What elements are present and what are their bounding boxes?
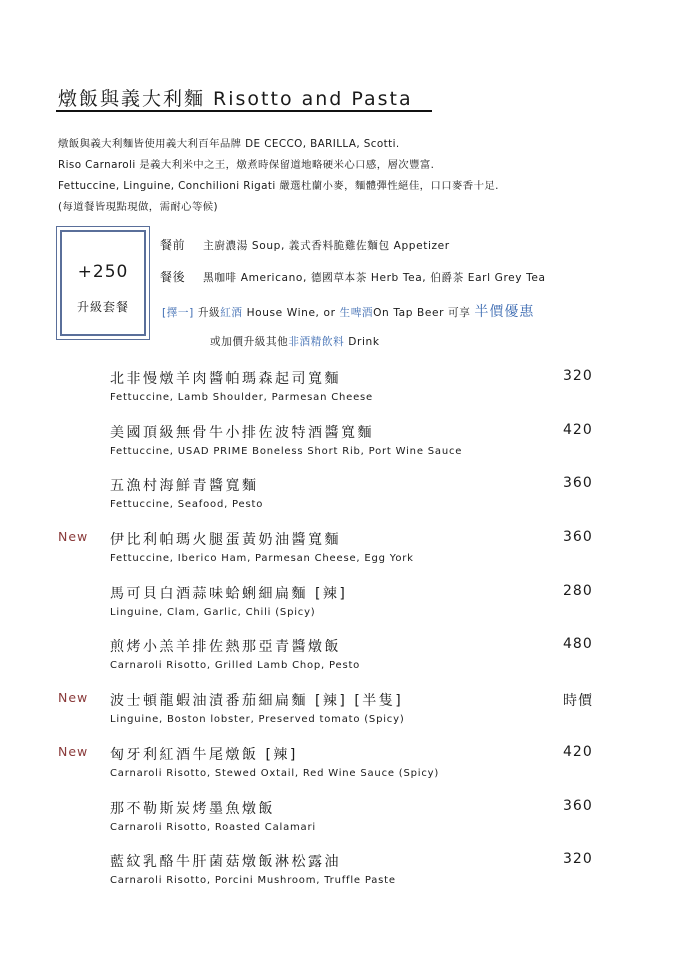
menu-item (0, 475, 678, 529)
menu-item-price: 360 (563, 529, 593, 546)
upgrade-wine-en: House Wine, or (246, 307, 336, 319)
menu-item-name-zh: 匈牙利紅酒牛尾燉飯 [辣] (110, 746, 298, 763)
menu-item-name-en: Fettuccine, Lamb Shoulder, Parmesan Cheese (110, 392, 373, 403)
menu-item-name-en: Fettuccine, Seafood, Pesto (110, 499, 264, 511)
menu-item-name-zh: 藍紋乳酪牛肝菌菇燉飯淋松露油 (110, 854, 341, 871)
menu-item (0, 636, 678, 690)
new-badge: New (58, 690, 89, 706)
upgrade-discount: 半價優惠 (474, 304, 535, 320)
drink-pre: 或加價升級其他 (210, 336, 289, 348)
menu-item-name-zh: 煎烤小羔羊排佐熱那亞青醬燉飯 (110, 639, 341, 656)
set-details (160, 236, 546, 300)
intro-line: Fettuccine, Linguine, Conchilioni Rigati 嚴選杜蘭小麥，麵體彈性絕佳，口口麥香十足. (58, 180, 499, 192)
upgrade-pre: 升級 (197, 307, 221, 319)
menu-item-name-en: Carnaroli Risotto, Porcini Mushroom, Truffle Paste (110, 875, 396, 887)
upgrade-wine-zh: 紅酒 (220, 307, 243, 319)
set-before-label: 餐前 (160, 238, 186, 252)
menu-list (0, 368, 678, 905)
menu-item-price: 420 (563, 743, 593, 760)
menu-item (0, 529, 678, 583)
intro-line: (每道餐皆現點現做，需耐心等候) (58, 201, 218, 213)
menu-item (0, 368, 678, 422)
set-before-line (160, 236, 546, 268)
set-drink-line (210, 334, 380, 349)
menu-item-name-zh: 伊比利帕瑪火腿蛋黃奶油醬寬麵 (110, 532, 341, 549)
menu-item-name-en: Linguine, Clam, Garlic, Chili (Spicy) (110, 606, 316, 618)
drink-zh: 非酒精飲料 (288, 336, 345, 348)
intro-paragraph (58, 134, 499, 218)
menu-item-name-zh: 北非慢燉羊肉醬帕瑪森起司寬麵 (110, 371, 341, 387)
menu-item-name-en: Fettuccine, Iberico Ham, Parmesan Cheese, Egg York (110, 553, 414, 565)
set-after-label: 餐後 (160, 270, 186, 284)
upgrade-beer-zh: 生啤酒 (339, 307, 374, 319)
menu-item-name-en: Fettuccine, USAD PRIME Boneless Short Rib, Port Wine Sauce (110, 445, 463, 457)
menu-item (0, 422, 678, 476)
intro-line: Riso Carnaroli 是義大利米中之王，燉煮時保留道地略硬米心口感，層次豐富. (58, 159, 435, 171)
upgrade-beer-en: On Tap Beer 可享 (373, 307, 471, 319)
menu-item-name-zh: 那不勒斯炭烤墨魚燉飯 (110, 800, 275, 817)
menu-item (0, 690, 678, 744)
set-upgrade-inner-frame (60, 230, 146, 336)
menu-item-price: 280 (563, 582, 593, 599)
menu-item (0, 798, 678, 852)
set-upgrade-box (56, 226, 150, 340)
menu-item-name-zh: 美國頂級無骨牛小排佐波特酒醬寬麵 (110, 424, 374, 441)
menu-item-name-en: Carnaroli Risotto, Stewed Oxtail, Red Wine Sauce (Spicy) (110, 767, 440, 779)
menu-item (0, 851, 678, 905)
set-label: 升級套餐 (76, 300, 129, 314)
set-before-text: 主廚濃湯 Soup, 義式香料脆雞佐麵包 Appetizer (203, 240, 450, 252)
set-after-text: 黑咖啡 Americano, 德國草本茶 Herb Tea, 伯爵茶 Earl Grey Tea (203, 272, 546, 284)
menu-item-price: 480 (563, 636, 593, 653)
new-badge: New (58, 743, 89, 759)
set-upgrade-line (162, 301, 534, 321)
new-badge: New (58, 529, 89, 545)
menu-item (0, 583, 678, 637)
menu-item-price: 360 (563, 797, 593, 814)
page-title: 燉飯與義大利麵 Risotto and Pasta (58, 88, 413, 110)
intro-line: 燉飯與義大利麵皆使用義大利百年品牌 DE CECCO, BARILLA, Scotti. (58, 138, 400, 150)
menu-item-price: 420 (563, 421, 593, 438)
menu-item-name-en: Carnaroli Risotto, Grilled Lamb Chop, Pesto (110, 660, 361, 672)
menu-item-name-zh: 波士頓龍蝦油漬番茄細扁麵 [辣] [半隻] (110, 693, 404, 710)
menu-item-name-en: Linguine, Boston lobster, Preserved tomato (Spicy) (110, 714, 405, 726)
menu-item-name-en: Carnaroli Risotto, Roasted Calamari (110, 821, 316, 833)
set-after-line (160, 268, 546, 300)
title-underline (56, 110, 432, 112)
menu-item-price: 320 (563, 851, 593, 868)
menu-item (0, 744, 678, 798)
menu-item-name-zh: 五漁村海鮮青醬寬麵 (110, 478, 259, 495)
menu-item-price: 時價 (563, 693, 593, 710)
menu-item-price: 360 (563, 475, 593, 492)
menu-item-price: 320 (563, 368, 593, 384)
upgrade-option-tag: [擇一] (162, 307, 194, 319)
drink-en: Drink (348, 336, 380, 348)
menu-item-name-zh: 馬可貝白酒蒜味蛤蜊細扁麵 [辣] (110, 585, 348, 602)
set-price: +250 (77, 262, 129, 282)
